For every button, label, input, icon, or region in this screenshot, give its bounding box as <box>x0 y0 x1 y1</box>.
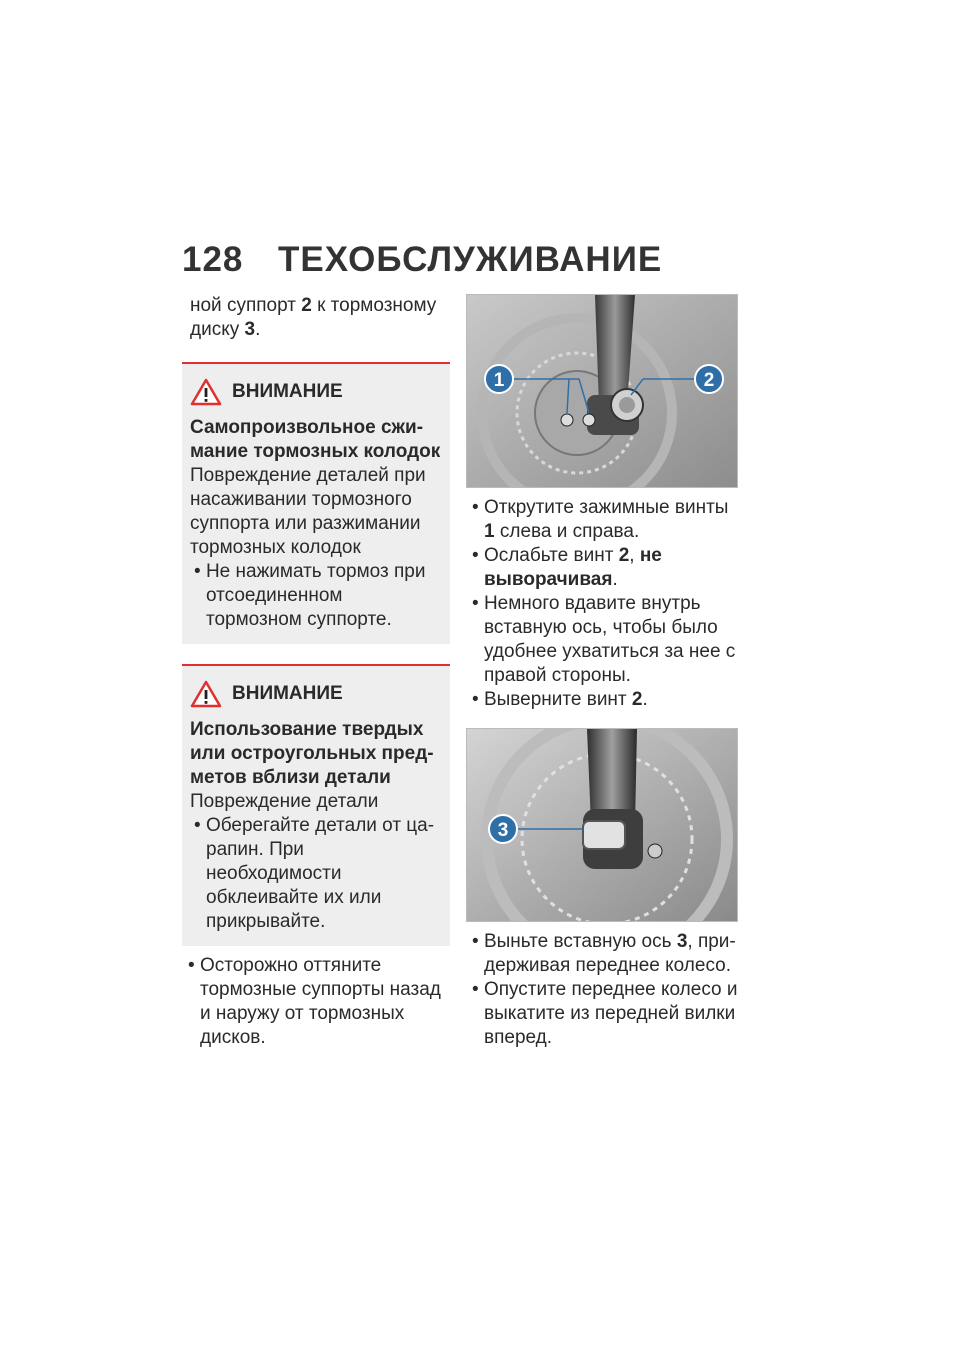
step-text: Немного вдавите внутрь вставную ось, чтобы было удобнее ухватиться за нее с правой стороны. <box>483 593 736 686</box>
step-text: Выньте вставную ось <box>483 931 677 952</box>
right-column <box>466 294 740 1050</box>
intro-mid: к тормозному диску <box>190 295 437 340</box>
callout-1-label: 1 <box>493 370 505 391</box>
page-number: 128 <box>182 240 244 279</box>
warning-triangle-icon <box>190 680 222 708</box>
step-text: . <box>612 569 618 590</box>
step-ref: 2 <box>631 689 643 710</box>
warning-title: ВНИМАНИЕ <box>232 683 343 704</box>
intro-prefix: ной суппорт <box>190 295 302 316</box>
warning-box-1 <box>182 362 450 644</box>
intro-text <box>182 294 450 342</box>
intro-ref-2: 2 <box>301 295 312 316</box>
step-lower-wheel <box>466 978 740 1050</box>
step-emphasis: не выворачивая <box>484 545 662 590</box>
step-ref: 3 <box>676 931 688 952</box>
step-unscrew-clamp-screws <box>466 496 740 544</box>
step-text: Открутите зажимные винты <box>483 497 729 518</box>
step-remove-axle <box>466 930 740 978</box>
step-text: . <box>642 689 648 710</box>
intro-ref-3: 3 <box>244 319 256 340</box>
steps-list-2 <box>466 930 740 1050</box>
warning-text: Повреждение деталей при насаживании тормозного суппорта или разжимании тормозных колодок <box>190 465 426 558</box>
step-text: , придерживая переднее колесо. <box>484 931 736 976</box>
callout-2-label: 2 <box>703 370 715 391</box>
step-loosen-screw <box>466 544 740 592</box>
step-text: слева и справа. <box>494 521 640 542</box>
step-press-axle <box>466 592 740 688</box>
warning-bullet: • Оберегайте детали от царапин. При необходимости обклеивайте их или прикрывайте. <box>190 814 442 934</box>
step-text: Опустите переднее колесо и выкатите из передней вилки вперед. <box>483 979 738 1048</box>
step-text: , <box>629 545 640 566</box>
intro-suffix: . <box>255 319 261 340</box>
warning-subtitle: Самопроизвольное сжимание тормозных колодок <box>190 417 441 462</box>
steps-list-1 <box>466 496 740 712</box>
callout-3-label: 3 <box>497 820 509 841</box>
step-ref: 2 <box>618 545 630 566</box>
step-text: Ослабьте винт <box>483 545 619 566</box>
step-ref: 1 <box>484 521 495 542</box>
warning-text: Повреждение детали <box>190 791 379 812</box>
front-axle-photo-1 <box>466 294 738 488</box>
front-axle-photo-2 <box>466 728 738 922</box>
warning-bullet: • Не нажимать тормоз при отсоединенном тормозном суппорте. <box>190 560 442 632</box>
step-text: Выверните винт <box>483 689 632 710</box>
warning-subtitle: Использование твердых или остроугольных предметов вблизи детали <box>190 719 434 788</box>
page-title: ТЕХОБСЛУЖИВАНИЕ <box>278 240 663 279</box>
warning-box-2 <box>182 664 450 946</box>
warning-header <box>190 680 442 708</box>
warning-title: ВНИМАНИЕ <box>232 381 343 402</box>
step-remove-screw <box>466 688 740 712</box>
warning-triangle-icon <box>190 378 222 406</box>
warning-header <box>190 378 442 406</box>
step-pull-calipers: • Осторожно оттяните тормозные суппорты назад и наружу от тормозных дисков. <box>182 954 450 1050</box>
left-column <box>182 294 450 1050</box>
